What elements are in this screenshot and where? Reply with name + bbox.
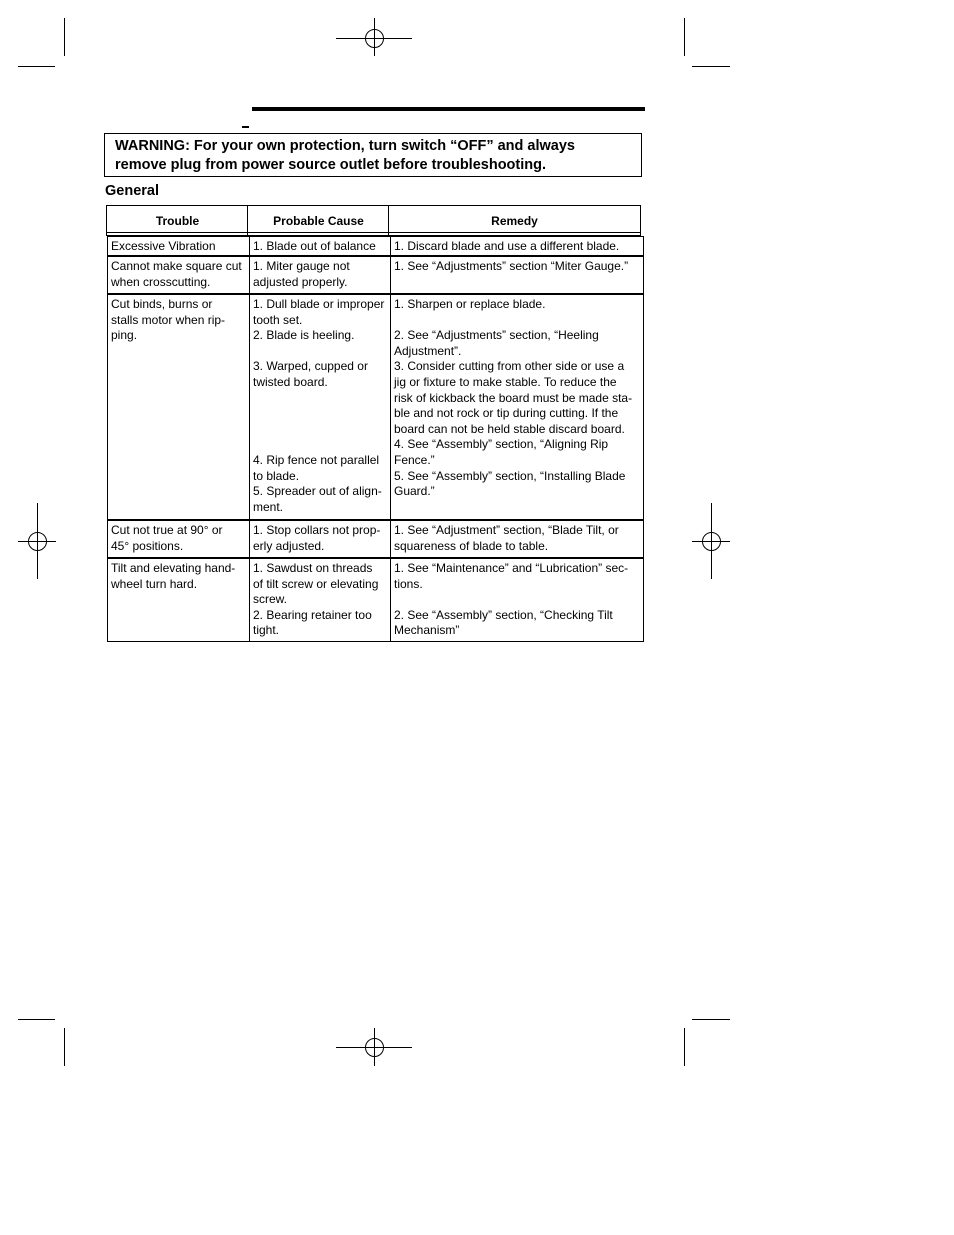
- cause-cell: 1. Miter gauge not adjusted properly.: [253, 259, 350, 289]
- trouble-cell: Excessive Vibration: [111, 239, 216, 253]
- table-row: [107, 520, 644, 558]
- trouble-cell: Cut binds, burns or stalls motor when rip- ping.: [111, 297, 226, 343]
- warning-box: [104, 133, 642, 177]
- trouble-cell: Tilt and elevating hand- wheel turn hard.: [111, 561, 236, 591]
- header-trouble: Trouble: [155, 213, 200, 228]
- remedy-cell: 1. See “Adjustments” section “Miter Gauge.”: [394, 259, 629, 273]
- header-underline: [106, 232, 641, 233]
- trouble-cell: Cannot make square cut when crosscutting.: [111, 259, 242, 289]
- cause-cell: 1. Stop collars not prop- erly adjusted.: [253, 523, 381, 553]
- trouble-cell: Cut not true at 90° or 45° positions.: [111, 523, 223, 553]
- remedy-cell: 1. See “Adjustment” section, “Blade Tilt, or squareness of blade to table.: [394, 523, 619, 553]
- table-row: [107, 558, 644, 642]
- header-remedy: Remedy: [491, 213, 538, 228]
- warning-line-1: WARNING: For your own protection, turn switch “OFF” and always: [115, 138, 575, 154]
- table-row: [107, 256, 644, 294]
- header-dash: [242, 126, 249, 128]
- warning-line-2: remove plug from power source outlet before troubleshooting.: [115, 157, 547, 173]
- cause-cell: 1. Sawdust on threads of tilt screw or elevating screw. 2. Bearing retainer too tight.: [253, 561, 379, 638]
- header-probable-cause: Probable Cause: [273, 213, 364, 228]
- section-title: General: [105, 183, 159, 199]
- cause-cell: 1. Blade out of balance: [253, 239, 376, 253]
- table-row: [107, 236, 644, 256]
- remedy-cell: 1. Discard blade and use a different blade.: [394, 239, 620, 253]
- remedy-cell: 1. See “Maintenance” and “Lubrication” sec- tions. 2. See “Assembly” section, “Checking Tilt Mechanism”: [394, 561, 629, 638]
- remedy-cell: 1. Sharpen or replace blade. 2. See “Adjustments” section, “Heeling Adjustment”. 3. Consider cutting from other side or use a jig or fixture to make stable. To reduce the risk of kickback the board must be made sta- ble and not rock or tip during cutting. If the board can not be held stable discard board. 4. See “Assembly” section, “Aligning Rip Fence.” 5. See “Assembly” section, “Installing Blade Guard.”: [394, 297, 633, 499]
- cause-cell: 1. Dull blade or improper tooth set. 2. Blade is heeling. 3. Warped, cupped or twisted board. 4. Rip fence not parallel to blade. 5. Spreader out of align- ment.: [253, 297, 385, 514]
- table-row: [107, 294, 644, 520]
- header-rule: [252, 107, 645, 111]
